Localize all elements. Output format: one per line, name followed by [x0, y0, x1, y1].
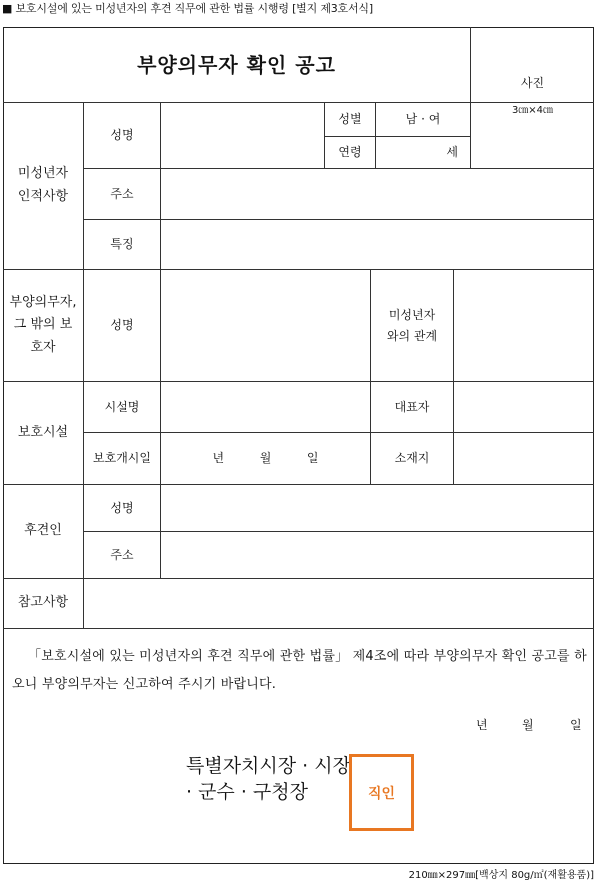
facility-name-field[interactable]	[161, 382, 370, 432]
care-start-date-field[interactable]: 년 월 일	[212, 451, 319, 466]
facility-label: 보호시설	[17, 424, 69, 440]
age-field[interactable]: 세	[446, 145, 458, 160]
photo-label: 사진	[520, 75, 545, 90]
photo-size: 3㎝×4㎝	[511, 104, 554, 116]
form-caption: ■ 보호시설에 있는 미성년자의 후견 직무에 관한 법률 시행령 [별지 제3호서식]	[2, 2, 373, 15]
age-label: 연령	[338, 145, 362, 160]
guardian-name-field[interactable]	[161, 485, 594, 531]
date-year: 년	[476, 718, 488, 732]
notice-text: 「보호시설에 있는 미성년자의 후견 직무에 관한 법률」 제4조에 따라 부양의무자 확인 공고를 하오니 부양의무자는 신고하여 주시기 바랍니다.	[12, 649, 587, 692]
date-day: 일	[570, 718, 582, 732]
guardian-address-field[interactable]	[161, 532, 594, 578]
gender-label: 성별	[338, 111, 362, 126]
form-title: 부양의무자 확인 공고	[137, 52, 336, 77]
guardian-address-label: 주소	[110, 547, 134, 562]
facility-name-label: 시설명	[104, 399, 140, 414]
care-start-label: 보호개시일	[93, 451, 151, 466]
support-obligor-label: 부양의무자, 그 밖의 보 호자	[9, 295, 77, 355]
gender-value[interactable]: 남 · 여	[405, 111, 441, 126]
minor-address-field[interactable]	[161, 169, 594, 219]
paper-spec: 210㎜×297㎜[백상지 80g/㎡(재활용품)]	[408, 870, 594, 881]
obligor-name-label: 성명	[110, 318, 134, 333]
official-seal-box: 직인	[349, 754, 414, 831]
guardian-label: 후견인	[24, 523, 62, 539]
representative-label: 대표자	[394, 399, 430, 414]
guardian-name-label: 성명	[110, 500, 134, 515]
representative-field[interactable]	[454, 382, 594, 432]
minor-name-label: 성명	[110, 127, 134, 142]
obligor-name-field[interactable]	[161, 270, 370, 381]
relation-label: 미성년자 와의 관계	[386, 308, 438, 343]
minor-name-field[interactable]	[161, 103, 324, 168]
relation-field[interactable]	[454, 270, 594, 381]
location-label: 소재지	[394, 451, 430, 466]
reference-field[interactable]	[84, 579, 594, 628]
features-field[interactable]	[161, 220, 594, 269]
minor-info-label: 미성년자 인적사항	[17, 166, 69, 204]
issuer-title: 특별자치시장 · 시장 · 군수 · 구청장	[186, 755, 351, 803]
features-label: 특징	[110, 237, 134, 252]
minor-address-label: 주소	[110, 186, 134, 201]
location-field[interactable]	[454, 433, 594, 484]
reference-label: 참고사항	[17, 595, 69, 611]
date-month: 월	[522, 718, 534, 732]
